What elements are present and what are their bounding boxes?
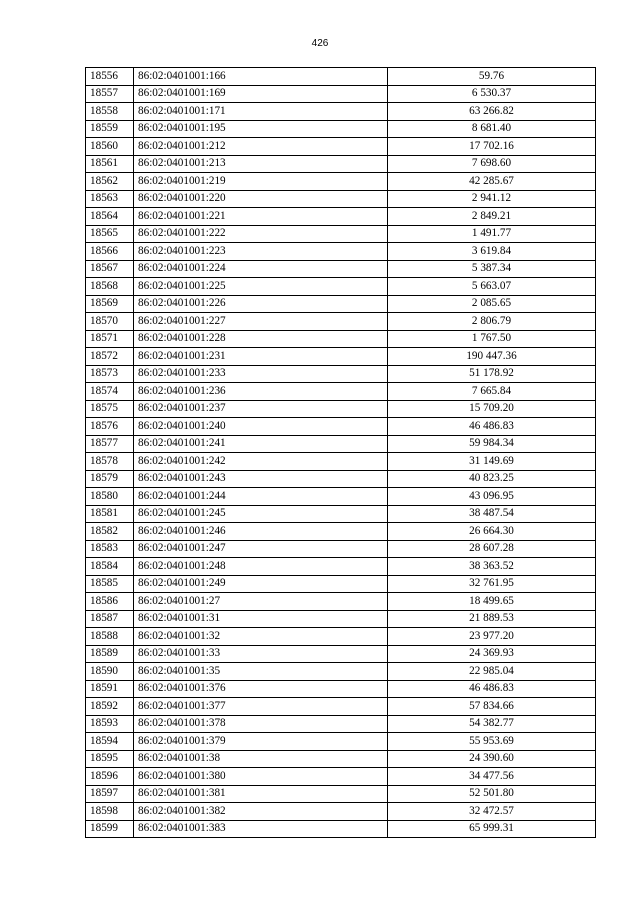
row-number-cell: 18571 — [86, 330, 134, 348]
row-number-cell: 18569 — [86, 295, 134, 313]
value-cell: 2 085.65 — [388, 295, 596, 313]
value-cell: 59 984.34 — [388, 435, 596, 453]
value-cell: 22 985.04 — [388, 663, 596, 681]
table-row — [86, 225, 596, 243]
value-cell: 46 486.83 — [388, 418, 596, 436]
row-number-cell: 18579 — [86, 470, 134, 488]
cadastral-number-cell: 86:02:0401001:171 — [134, 103, 388, 121]
row-number-cell: 18583 — [86, 540, 134, 558]
cadastral-number-cell: 86:02:0401001:195 — [134, 120, 388, 138]
value-cell: 32 472.57 — [388, 803, 596, 821]
row-number-cell: 18563 — [86, 190, 134, 208]
value-cell: 42 285.67 — [388, 173, 596, 191]
cadastral-number-cell: 86:02:0401001:226 — [134, 295, 388, 313]
value-cell: 24 390.60 — [388, 750, 596, 768]
table-row — [86, 470, 596, 488]
row-number-cell: 18572 — [86, 348, 134, 366]
table-row — [86, 750, 596, 768]
value-cell: 38 487.54 — [388, 505, 596, 523]
row-number-cell: 18575 — [86, 400, 134, 418]
cadastral-number-cell: 86:02:0401001:31 — [134, 610, 388, 628]
row-number-cell: 18599 — [86, 820, 134, 838]
cadastral-number-cell: 86:02:0401001:225 — [134, 278, 388, 296]
table-row — [86, 155, 596, 173]
cadastral-number-cell: 86:02:0401001:242 — [134, 453, 388, 471]
value-cell: 3 619.84 — [388, 243, 596, 261]
table-row — [86, 278, 596, 296]
table-row — [86, 540, 596, 558]
table-row — [86, 785, 596, 803]
cadastral-number-cell: 86:02:0401001:237 — [134, 400, 388, 418]
table-row — [86, 260, 596, 278]
row-number-cell: 18562 — [86, 173, 134, 191]
row-number-cell: 18577 — [86, 435, 134, 453]
value-cell: 26 664.30 — [388, 523, 596, 541]
cadastral-number-cell: 86:02:0401001:247 — [134, 540, 388, 558]
value-cell: 24 369.93 — [388, 645, 596, 663]
cadastral-number-cell: 86:02:0401001:378 — [134, 715, 388, 733]
value-cell: 32 761.95 — [388, 575, 596, 593]
table-row — [86, 418, 596, 436]
row-number-cell: 18557 — [86, 85, 134, 103]
cadastral-number-cell: 86:02:0401001:381 — [134, 785, 388, 803]
table-row — [86, 628, 596, 646]
row-number-cell: 18598 — [86, 803, 134, 821]
value-cell: 28 607.28 — [388, 540, 596, 558]
cadastral-number-cell: 86:02:0401001:382 — [134, 803, 388, 821]
row-number-cell: 18580 — [86, 488, 134, 506]
row-number-cell: 18565 — [86, 225, 134, 243]
cadastral-number-cell: 86:02:0401001:38 — [134, 750, 388, 768]
value-cell: 2 941.12 — [388, 190, 596, 208]
table-row — [86, 383, 596, 401]
row-number-cell: 18576 — [86, 418, 134, 436]
value-cell: 7 698.60 — [388, 155, 596, 173]
value-cell: 65 999.31 — [388, 820, 596, 838]
value-cell: 21 889.53 — [388, 610, 596, 628]
cadastral-number-cell: 86:02:0401001:236 — [134, 383, 388, 401]
table-row — [86, 820, 596, 838]
row-number-cell: 18587 — [86, 610, 134, 628]
table-row — [86, 313, 596, 331]
cadastral-number-cell: 86:02:0401001:33 — [134, 645, 388, 663]
table-row — [86, 505, 596, 523]
table-row — [86, 680, 596, 698]
cadastral-number-cell: 86:02:0401001:169 — [134, 85, 388, 103]
value-cell: 7 665.84 — [388, 383, 596, 401]
cadastral-number-cell: 86:02:0401001:244 — [134, 488, 388, 506]
table-row — [86, 190, 596, 208]
value-cell: 18 499.65 — [388, 593, 596, 611]
cadastral-value-table — [85, 67, 596, 838]
page-number: 426 — [311, 38, 329, 49]
row-number-cell: 18573 — [86, 365, 134, 383]
value-cell: 40 823.25 — [388, 470, 596, 488]
cadastral-number-cell: 86:02:0401001:212 — [134, 138, 388, 156]
cadastral-number-cell: 86:02:0401001:241 — [134, 435, 388, 453]
cadastral-number-cell: 86:02:0401001:221 — [134, 208, 388, 226]
table-row — [86, 645, 596, 663]
value-cell: 2 849.21 — [388, 208, 596, 226]
row-number-cell: 18556 — [86, 68, 134, 86]
table-row — [86, 803, 596, 821]
value-cell: 15 709.20 — [388, 400, 596, 418]
table-row — [86, 295, 596, 313]
row-number-cell: 18566 — [86, 243, 134, 261]
value-cell: 190 447.36 — [388, 348, 596, 366]
table-row — [86, 365, 596, 383]
cadastral-number-cell: 86:02:0401001:383 — [134, 820, 388, 838]
table-row — [86, 593, 596, 611]
table-row — [86, 715, 596, 733]
value-cell: 38 363.52 — [388, 558, 596, 576]
table-row — [86, 400, 596, 418]
row-number-cell: 18558 — [86, 103, 134, 121]
table-row — [86, 575, 596, 593]
value-cell: 8 681.40 — [388, 120, 596, 138]
value-cell: 31 149.69 — [388, 453, 596, 471]
value-cell: 57 834.66 — [388, 698, 596, 716]
cadastral-number-cell: 86:02:0401001:377 — [134, 698, 388, 716]
table-row — [86, 453, 596, 471]
cadastral-number-cell: 86:02:0401001:227 — [134, 313, 388, 331]
table-row — [86, 558, 596, 576]
row-number-cell: 18582 — [86, 523, 134, 541]
row-number-cell: 18568 — [86, 278, 134, 296]
row-number-cell: 18586 — [86, 593, 134, 611]
cadastral-number-cell: 86:02:0401001:222 — [134, 225, 388, 243]
value-cell: 59.76 — [388, 68, 596, 86]
value-cell: 6 530.37 — [388, 85, 596, 103]
value-cell: 55 953.69 — [388, 733, 596, 751]
table-row — [86, 138, 596, 156]
row-number-cell: 18567 — [86, 260, 134, 278]
row-number-cell: 18589 — [86, 645, 134, 663]
table-row — [86, 173, 596, 191]
cadastral-number-cell: 86:02:0401001:249 — [134, 575, 388, 593]
cadastral-number-cell: 86:02:0401001:224 — [134, 260, 388, 278]
table-row — [86, 523, 596, 541]
table-row — [86, 488, 596, 506]
row-number-cell: 18574 — [86, 383, 134, 401]
value-cell: 51 178.92 — [388, 365, 596, 383]
row-number-cell: 18581 — [86, 505, 134, 523]
table-row — [86, 85, 596, 103]
value-cell: 5 387.34 — [388, 260, 596, 278]
row-number-cell: 18597 — [86, 785, 134, 803]
table-row — [86, 243, 596, 261]
row-number-cell: 18578 — [86, 453, 134, 471]
row-number-cell: 18591 — [86, 680, 134, 698]
table-row — [86, 768, 596, 786]
row-number-cell: 18595 — [86, 750, 134, 768]
table-row — [86, 663, 596, 681]
cadastral-number-cell: 86:02:0401001:219 — [134, 173, 388, 191]
value-cell: 1 767.50 — [388, 330, 596, 348]
row-number-cell: 18594 — [86, 733, 134, 751]
value-cell: 2 806.79 — [388, 313, 596, 331]
value-cell: 34 477.56 — [388, 768, 596, 786]
cadastral-number-cell: 86:02:0401001:248 — [134, 558, 388, 576]
value-cell: 43 096.95 — [388, 488, 596, 506]
cadastral-number-cell: 86:02:0401001:231 — [134, 348, 388, 366]
cadastral-number-cell: 86:02:0401001:27 — [134, 593, 388, 611]
value-cell: 54 382.77 — [388, 715, 596, 733]
row-number-cell: 18585 — [86, 575, 134, 593]
cadastral-number-cell: 86:02:0401001:240 — [134, 418, 388, 436]
cadastral-number-cell: 86:02:0401001:213 — [134, 155, 388, 173]
row-number-cell: 18593 — [86, 715, 134, 733]
cadastral-number-cell: 86:02:0401001:228 — [134, 330, 388, 348]
table-row — [86, 330, 596, 348]
table-row — [86, 348, 596, 366]
row-number-cell: 18559 — [86, 120, 134, 138]
table-row — [86, 435, 596, 453]
cadastral-number-cell: 86:02:0401001:376 — [134, 680, 388, 698]
cadastral-number-cell: 86:02:0401001:166 — [134, 68, 388, 86]
cadastral-number-cell: 86:02:0401001:233 — [134, 365, 388, 383]
cadastral-number-cell: 86:02:0401001:220 — [134, 190, 388, 208]
table-row — [86, 103, 596, 121]
value-cell: 23 977.20 — [388, 628, 596, 646]
row-number-cell: 18588 — [86, 628, 134, 646]
cadastral-number-cell: 86:02:0401001:245 — [134, 505, 388, 523]
value-cell: 1 491.77 — [388, 225, 596, 243]
row-number-cell: 18564 — [86, 208, 134, 226]
value-cell: 5 663.07 — [388, 278, 596, 296]
cadastral-number-cell: 86:02:0401001:35 — [134, 663, 388, 681]
value-cell: 17 702.16 — [388, 138, 596, 156]
table-row — [86, 68, 596, 86]
cadastral-number-cell: 86:02:0401001:223 — [134, 243, 388, 261]
value-cell: 63 266.82 — [388, 103, 596, 121]
table-row — [86, 698, 596, 716]
value-cell: 46 486.83 — [388, 680, 596, 698]
table-row — [86, 610, 596, 628]
row-number-cell: 18560 — [86, 138, 134, 156]
table-row — [86, 208, 596, 226]
cadastral-number-cell: 86:02:0401001:379 — [134, 733, 388, 751]
cadastral-number-cell: 86:02:0401001:246 — [134, 523, 388, 541]
row-number-cell: 18561 — [86, 155, 134, 173]
table-row — [86, 733, 596, 751]
row-number-cell: 18584 — [86, 558, 134, 576]
row-number-cell: 18596 — [86, 768, 134, 786]
value-cell: 52 501.80 — [388, 785, 596, 803]
table-row — [86, 120, 596, 138]
cadastral-number-cell: 86:02:0401001:32 — [134, 628, 388, 646]
cadastral-number-cell: 86:02:0401001:380 — [134, 768, 388, 786]
cadastral-number-cell: 86:02:0401001:243 — [134, 470, 388, 488]
row-number-cell: 18570 — [86, 313, 134, 331]
row-number-cell: 18590 — [86, 663, 134, 681]
table-body — [86, 68, 596, 838]
row-number-cell: 18592 — [86, 698, 134, 716]
